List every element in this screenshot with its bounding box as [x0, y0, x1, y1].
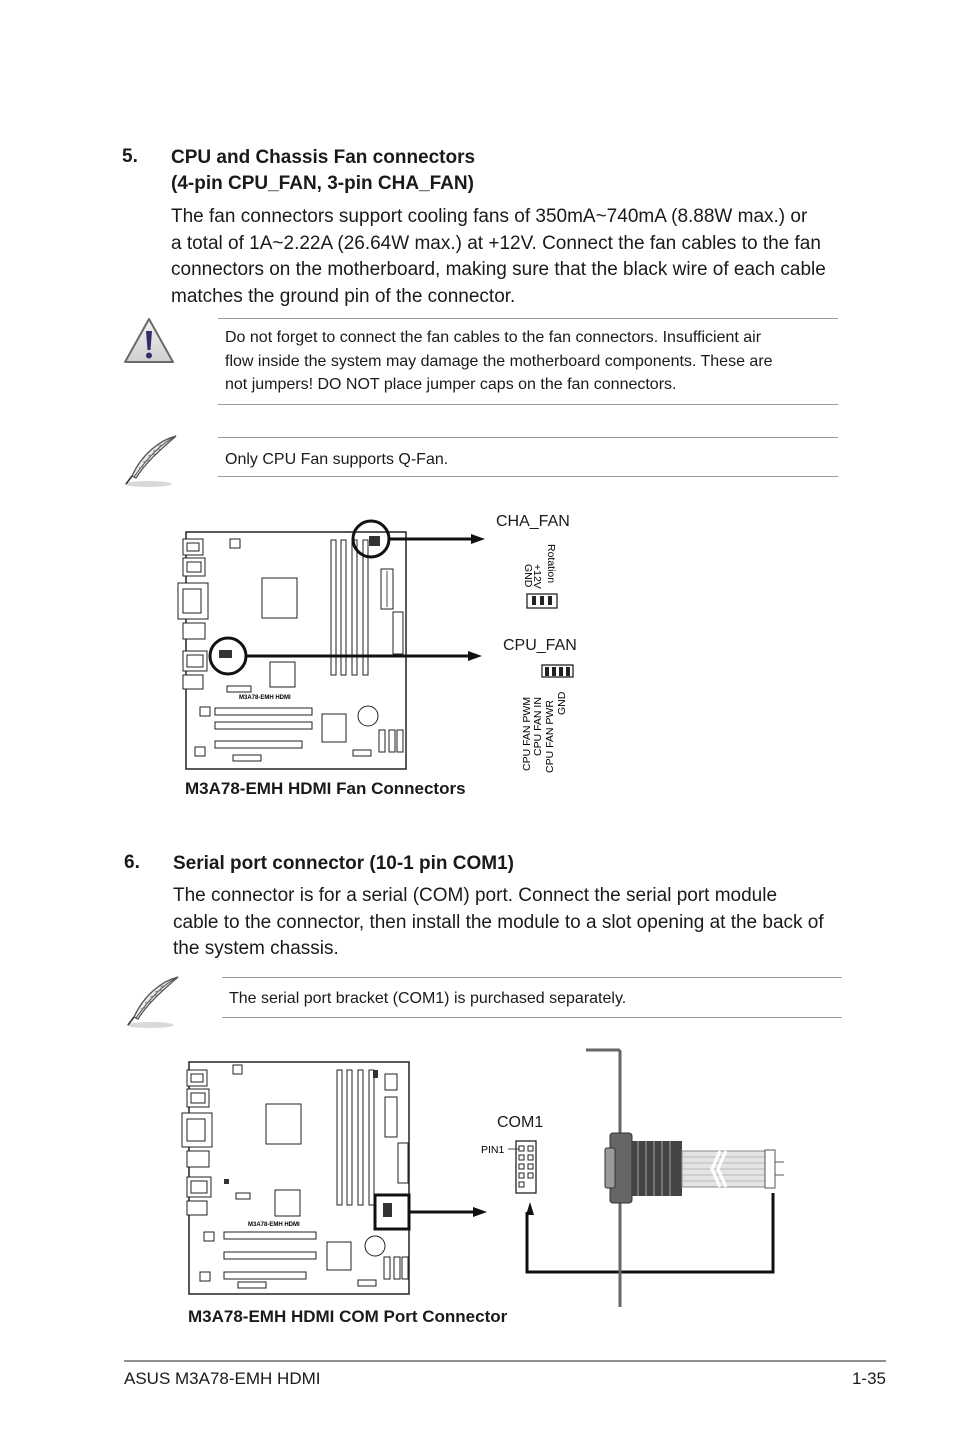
- board-component: [200, 1272, 210, 1281]
- board-component: [195, 747, 205, 756]
- body-line: connectors on the motherboard, making sure that the black wire of each cable: [171, 259, 826, 280]
- board-component: [358, 1280, 376, 1286]
- chipset: [275, 1190, 300, 1216]
- board-component: [373, 1070, 378, 1078]
- cha-fan-label: CHA_FAN: [496, 513, 570, 530]
- board-component: [230, 539, 240, 548]
- com1-header: [383, 1203, 392, 1217]
- section-title: Serial port connector (10-1 pin COM1): [173, 853, 514, 874]
- sata-ports: [384, 1257, 408, 1279]
- board-model-label: M3A78-EMH HDMI: [239, 695, 291, 701]
- body-line: The connector is for a serial (COM) port. Connect the serial port module: [173, 885, 778, 906]
- section-number: 5.: [122, 146, 138, 167]
- note-text: The serial port bracket (COM1) is purchased separately.: [229, 990, 627, 1007]
- ribbon-connector: [765, 1150, 775, 1188]
- pin1-label: PIN1: [481, 1144, 505, 1156]
- southbridge: [327, 1242, 351, 1270]
- caution-bottom-rule: [218, 404, 838, 405]
- page-number: 1-35: [851, 1369, 886, 1388]
- board-component: [353, 750, 371, 756]
- cha-fan-pin-label: +12V: [531, 564, 543, 589]
- com1-label: COM1: [497, 1114, 544, 1131]
- cpu-fan-pin-label: CPU FAN PWR: [544, 700, 556, 773]
- caution-top-rule: [218, 318, 838, 319]
- board-component: [393, 612, 403, 654]
- footer-rule: [124, 1360, 886, 1362]
- serial-module-body: [632, 1141, 682, 1196]
- section-title-line2: (4-pin CPU_FAN, 3-pin CHA_FAN): [171, 173, 474, 194]
- board-component: [398, 1143, 408, 1183]
- expansion-slots: [224, 1232, 316, 1279]
- board-component: [233, 755, 261, 761]
- rear-io-ports: [178, 539, 208, 689]
- note-bottom-rule: [222, 1017, 842, 1018]
- board-component: [238, 1282, 266, 1288]
- figure-caption: M3A78-EMH HDMI Fan Connectors: [185, 779, 466, 798]
- cha-fan-pins: [532, 596, 552, 605]
- board-component: [204, 1232, 214, 1241]
- body-line: the system chassis.: [173, 938, 339, 959]
- cpu-fan-pin-label: CPU FAN PWM: [521, 696, 533, 771]
- footer-title: ASUS M3A78-EMH HDMI: [124, 1369, 321, 1388]
- board-component: [224, 1179, 229, 1184]
- cha-fan-pin-label: GND: [522, 564, 534, 588]
- board-component: [233, 1065, 242, 1074]
- note-text: Only CPU Fan supports Q-Fan.: [225, 451, 449, 468]
- cmos-battery: [358, 706, 378, 726]
- cpu-fan-label: CPU_FAN: [503, 637, 577, 654]
- section-body: [171, 204, 826, 310]
- cpu-socket: [266, 1104, 301, 1144]
- body-line: a total of 1A~2.22A (26.64W max.) at +12V. Connect the fan cables to the fan: [171, 232, 821, 254]
- sata-ports: [379, 730, 403, 752]
- note-top-rule: [218, 437, 838, 438]
- body-line: matches the ground pin of the connector.: [171, 285, 516, 307]
- cmos-battery: [365, 1236, 385, 1256]
- southbridge: [322, 714, 346, 742]
- section-number: 6.: [124, 852, 140, 873]
- figure-caption: M3A78-EMH HDMI COM Port Connector: [188, 1307, 508, 1326]
- cpu-fan-header: [219, 650, 232, 658]
- caution-line: flow inside the system may damage the motherboard components. These are: [225, 352, 773, 370]
- body-line: cable to the connector, then install the module to a slot opening at the back of: [173, 911, 824, 933]
- caution-line: Do not forget to connect the fan cables to the fan connectors. Insufficient air: [225, 329, 762, 346]
- board-component: [227, 686, 251, 692]
- com-port-diagram: [180, 1045, 800, 1310]
- chipset: [270, 662, 295, 687]
- cpu-socket: [262, 578, 297, 618]
- cpu-fan-pin-label: GND: [556, 691, 568, 715]
- warning-icon: [122, 316, 176, 366]
- board-component: [200, 707, 210, 716]
- board-model-label: M3A78-EMH HDMI: [248, 1222, 300, 1228]
- cha-fan-pin-label: Rotation: [545, 544, 557, 584]
- caution-line: not jumpers! DO NOT place jumper caps on the fan connectors.: [225, 376, 677, 393]
- expansion-slots: [215, 708, 312, 748]
- feather-pen-icon: [120, 432, 182, 490]
- com-cable-loop: [527, 1193, 773, 1272]
- cpu-fan-pin-label: CPU FAN IN: [532, 697, 544, 756]
- note-top-rule: [222, 977, 842, 978]
- feather-pen-icon: [122, 973, 184, 1031]
- section-title-line1: CPU and Chassis Fan connectors: [171, 147, 476, 168]
- note-bottom-rule: [218, 476, 838, 477]
- board-component: [236, 1193, 250, 1199]
- board-component: [385, 1074, 397, 1090]
- caution-text: [225, 326, 773, 397]
- board-component: [385, 1097, 397, 1137]
- rear-io-ports: [182, 1070, 212, 1215]
- body-line: The fan connectors support cooling fans of 350mA~740mA (8.88W max.) or: [171, 206, 808, 227]
- section-body: [173, 883, 824, 963]
- cha-fan-header: [369, 536, 380, 546]
